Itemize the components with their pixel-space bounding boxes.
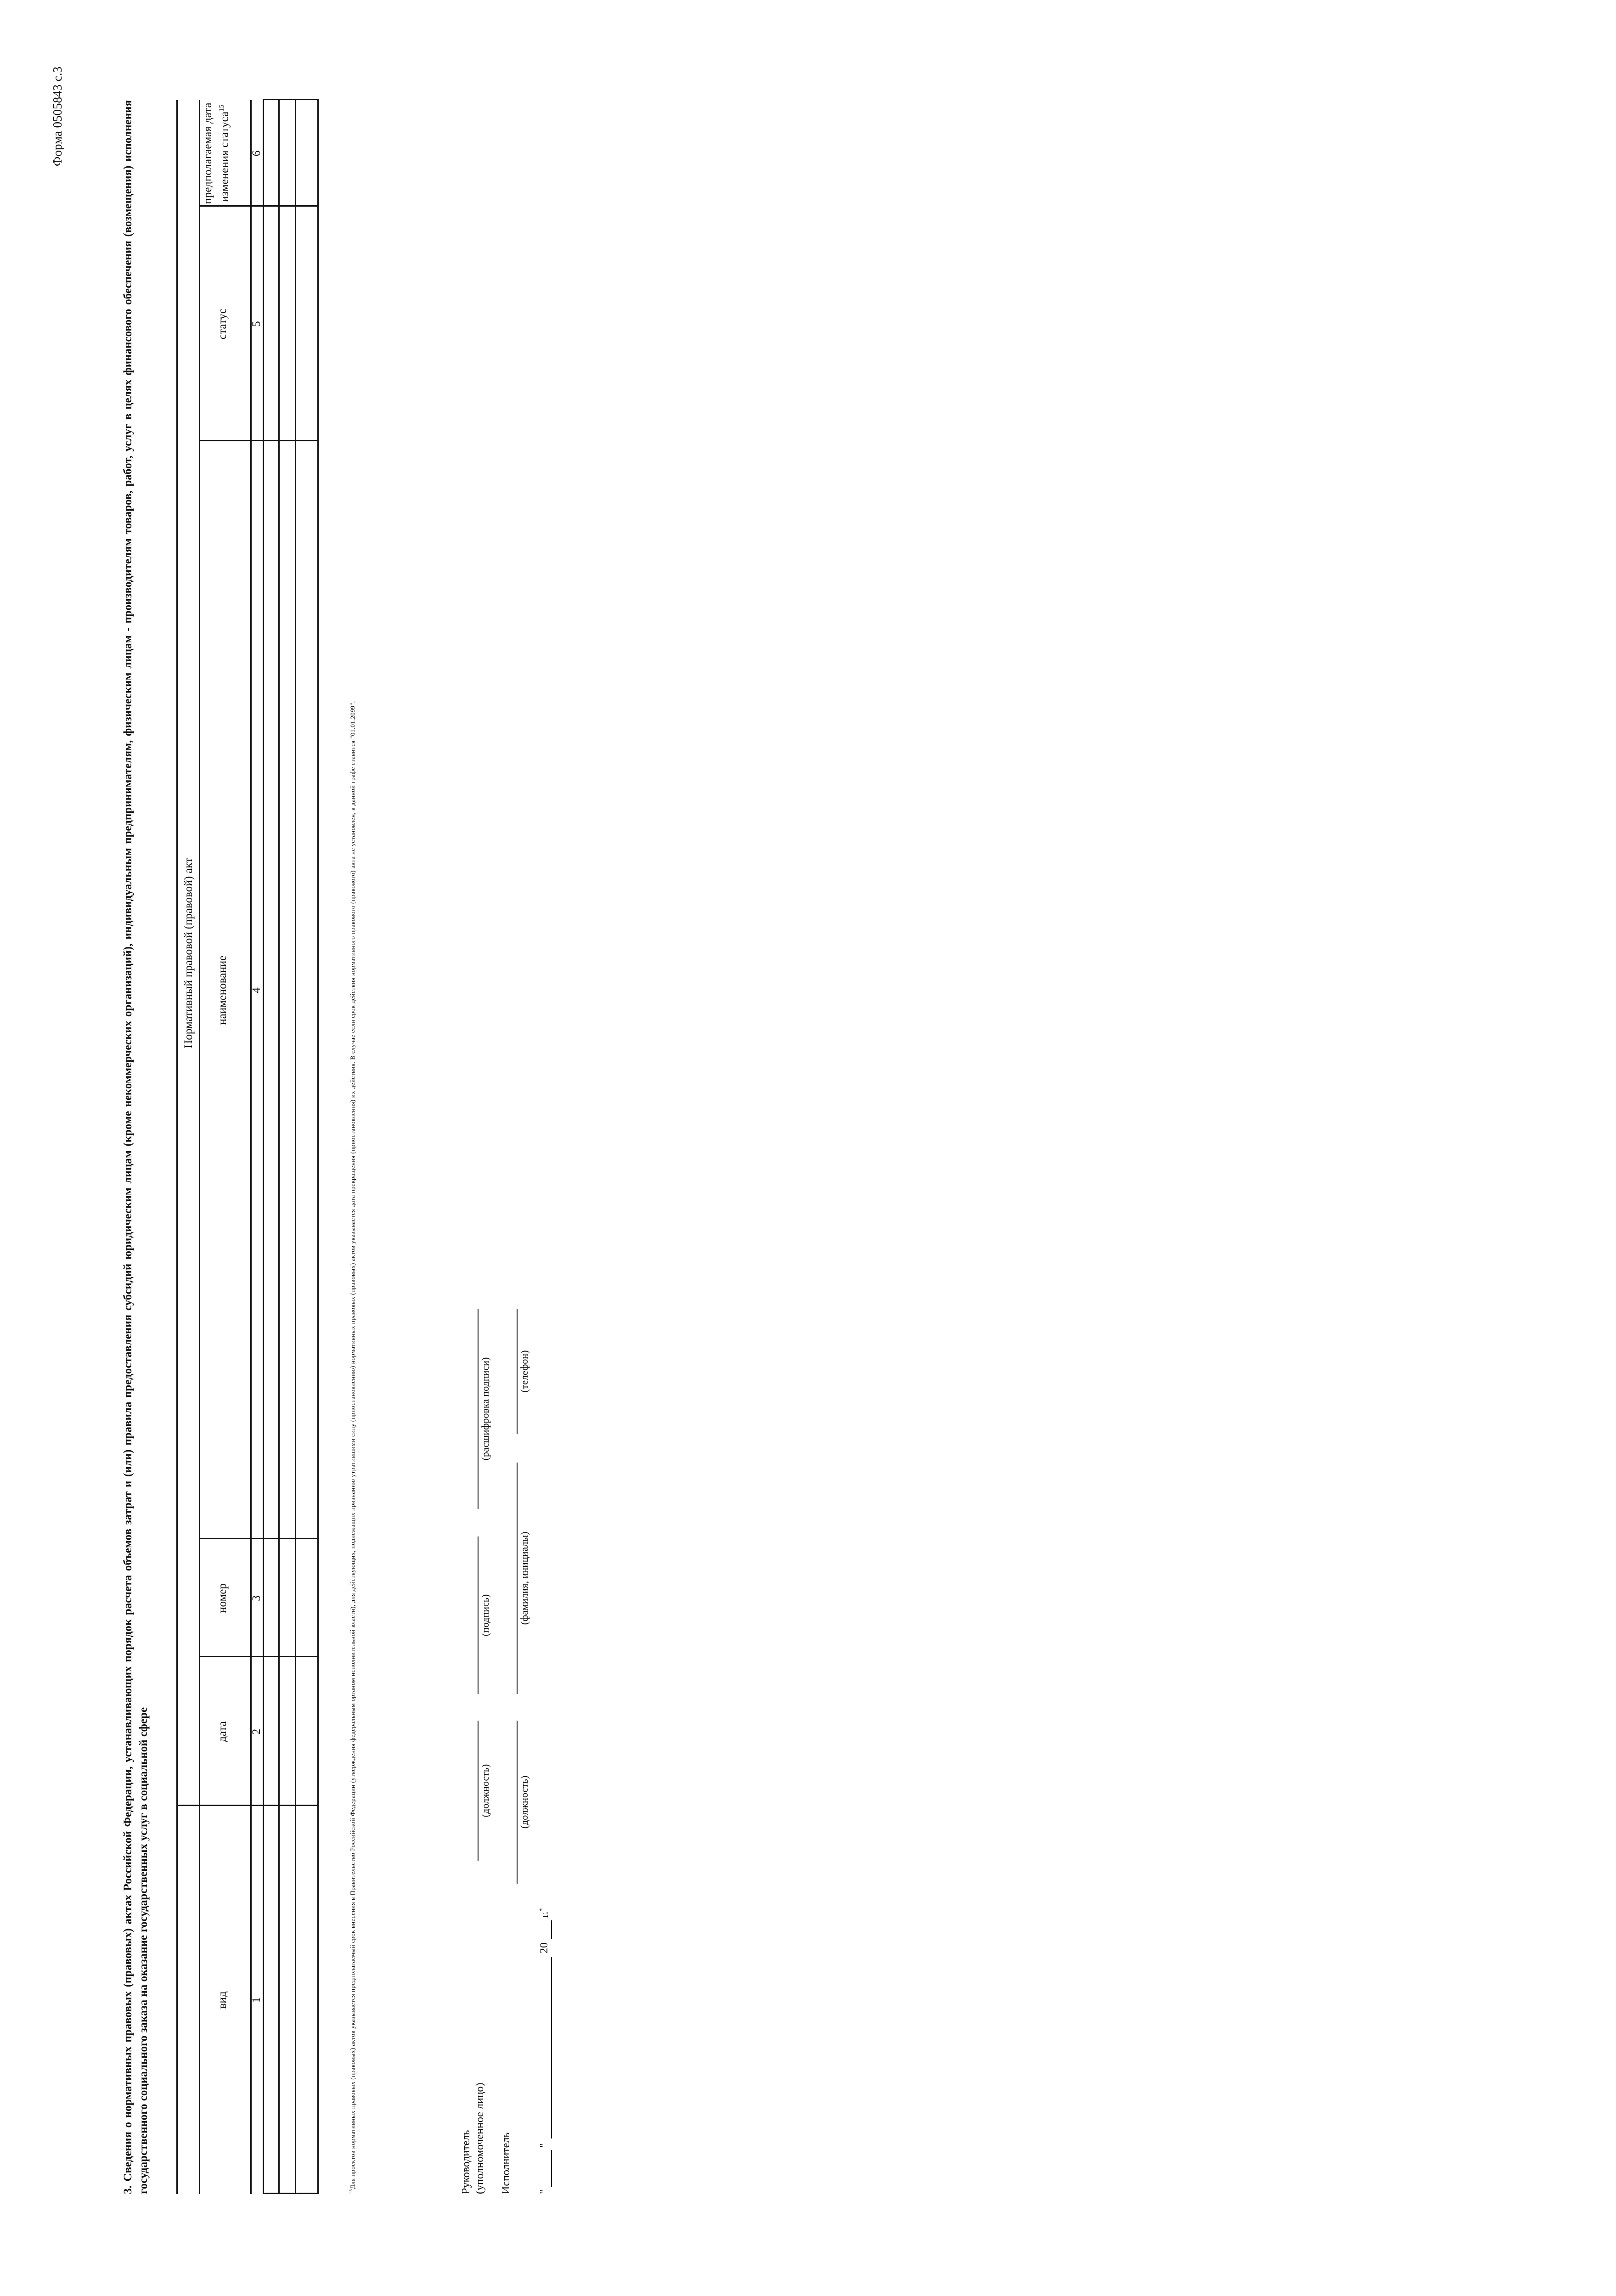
date-year-line[interactable]: [551, 1920, 552, 1939]
col-number-3: 3: [250, 1595, 263, 1601]
col-header-number: номер: [216, 1583, 229, 1613]
executor-phone-caption: (телефон): [518, 1350, 530, 1393]
table-group-header: Нормативный правовой (правовой) акт: [182, 858, 195, 1048]
col-number-5: 5: [250, 321, 263, 327]
table-left-border: [263, 2193, 319, 2194]
date-year-prefix: 20: [538, 1942, 550, 1953]
col-header-type: вид: [216, 1991, 229, 2009]
col-header-status: статус: [216, 309, 229, 339]
footnote-mark: 15: [349, 2189, 354, 2194]
date-quote-open: ": [538, 2189, 550, 2194]
col-divider-1: [176, 1805, 319, 1806]
table-right-border: [263, 99, 319, 100]
date-suffix: [538, 1908, 551, 1918]
footnote-15: [346, 100, 359, 2194]
head-position-line[interactable]: [478, 1721, 479, 1861]
head-name-line[interactable]: [478, 1309, 479, 1509]
table-header-inner-rule: [199, 100, 200, 2194]
executor-label: Исполнитель: [500, 2132, 512, 2194]
form-code: Форма 0505843 с.3: [51, 66, 64, 166]
executor-position-caption: (должность): [518, 1775, 530, 1829]
date-suffix-text: г.: [539, 1911, 551, 1918]
executor-name-line[interactable]: [517, 1463, 518, 1694]
col-header-date: дата: [216, 1721, 229, 1742]
col-number-6: 6: [250, 150, 263, 157]
head-label: [459, 2083, 487, 2194]
date-quote-close: ": [538, 2143, 550, 2148]
col-number-1: 1: [250, 1997, 263, 2003]
head-label-line2: (уполномоченное лицо): [474, 2082, 486, 2194]
footnote-text: Для проектов нормативных правовых (правовых) актов указывается предполагаемый срок внесения в Правительство Российской Федерации (утверждения федеральным органом исполнительной власти), для действующих, подлежащих признанию утратившими силу (приостановлению) нормативных правовых (правовых) актов указывается дата прекращения (приостановления) их действия. В случае если срок действия нормативного правового (правового) акта не установлен, в данной графе ставится "01.01.2099".: [349, 701, 357, 2189]
col-header-expected-change-date-label: предполагаемая дата изменения статуса: [202, 102, 231, 204]
col-header-name: наименование: [216, 955, 229, 1025]
head-name-caption: (расшифровка подписи): [479, 1357, 491, 1461]
date-day-line[interactable]: [551, 2150, 552, 2187]
col-number-2: 2: [250, 1728, 263, 1735]
table-top-border: [176, 100, 178, 2194]
head-position-caption: (должность): [479, 1764, 491, 1818]
head-signature-line[interactable]: [478, 1536, 479, 1694]
table-row-2-bottom-rule: [295, 100, 296, 2194]
col-header-expected-change-date: [201, 100, 231, 207]
head-label-line1: Руководитель: [460, 2130, 472, 2194]
date-month-line[interactable]: [551, 1957, 552, 2138]
section-title: 3. Сведения о нормативных правовых (правовых) актах Российской Федерации, устанавливающих порядок расчета объемов затрат и (или) правила предоставления субсидий юридическим лицам (кроме некоммерческих организаций), индивидуальным предпринимателям, физическим лицам - производителям товаров, работ, услуг в целях финансового обеспечения (возмещения) исполнения государственного социального заказа на оказание государственных услуг в социальной сфере: [122, 100, 150, 2194]
table-bottom-border: [317, 100, 319, 2194]
col-number-4: 4: [250, 987, 263, 993]
executor-name-caption: (фамилия, инициалы): [518, 1531, 530, 1625]
executor-position-line[interactable]: [517, 1721, 518, 1884]
executor-phone-line[interactable]: [517, 1309, 518, 1434]
head-signature-caption: (подпись): [479, 1594, 491, 1637]
table-row-1-bottom-rule: [278, 100, 280, 2194]
col-header-footnote-mark: 15: [218, 104, 225, 112]
date-suffix-mark: *: [538, 1908, 546, 1912]
